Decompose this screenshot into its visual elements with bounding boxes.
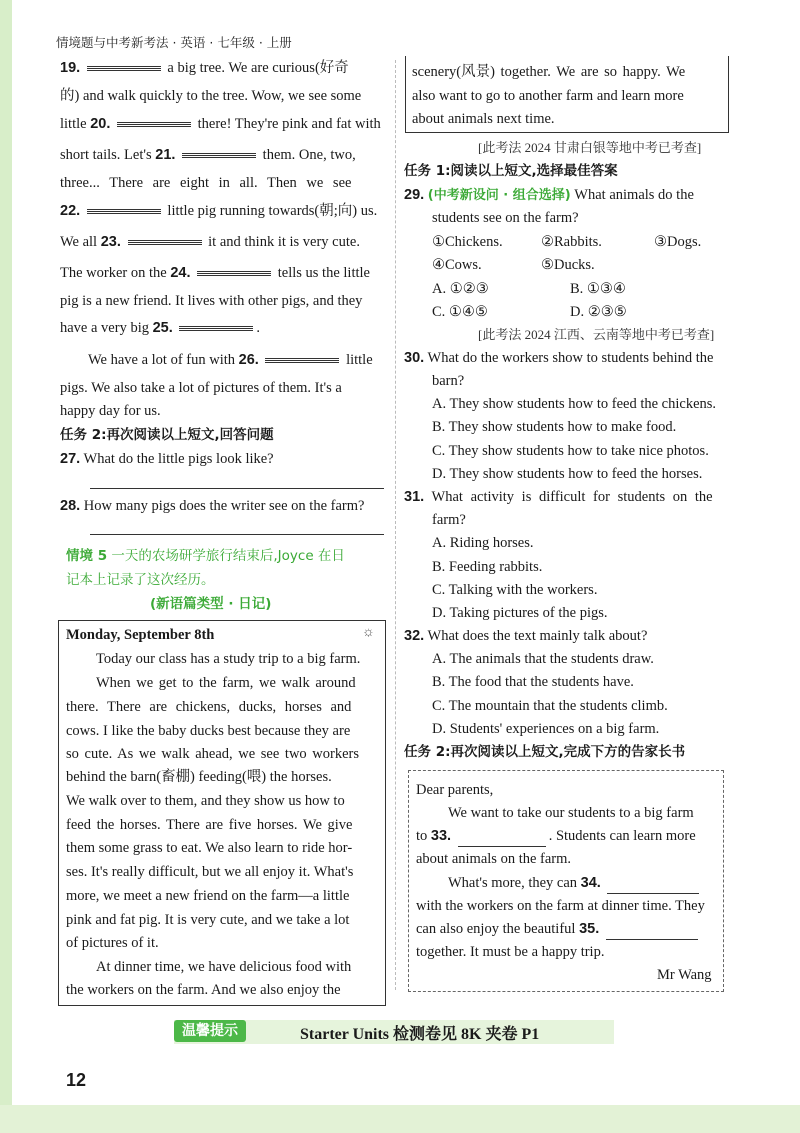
q23-number: 23. xyxy=(100,234,121,250)
q35-line xyxy=(416,919,701,940)
diary-line: there. There are chickens, ducks, horses and xyxy=(66,699,352,715)
q21-blank[interactable] xyxy=(182,153,256,158)
q30-line xyxy=(404,348,713,368)
q21-line xyxy=(60,145,356,165)
q29-item: ①Chickens. xyxy=(432,234,503,250)
q23-blank[interactable] xyxy=(128,240,202,245)
letter-line: We want to take our students to a big farm xyxy=(448,805,694,821)
letter-line: with the workers on the farm at dinner time. They xyxy=(416,898,705,914)
q30-number: 30. xyxy=(404,350,425,366)
q21-number: 21. xyxy=(155,147,176,163)
q20-blank[interactable] xyxy=(117,122,191,127)
q33-number: 33. xyxy=(430,828,452,844)
q20-line xyxy=(60,114,381,134)
q24-pre: The worker on the xyxy=(60,265,167,281)
scene-text: 一天的农场研学旅行结束后,Joyce 在日 xyxy=(111,548,345,564)
q20-pre: little xyxy=(60,116,87,132)
q31-option-b[interactable]: B. Feeding rabbits. xyxy=(432,559,543,575)
q29-option-c[interactable]: C. ①④⑤ xyxy=(432,304,488,320)
passage-line: 的) and walk quickly to the tree. Wow, we see some xyxy=(60,88,362,104)
left-color-strip xyxy=(0,0,12,1133)
q29-text-2: students see on the farm? xyxy=(432,210,579,226)
diary-line: scenery(风景) together. We are so happy. We xyxy=(412,64,686,80)
q27-answer-line[interactable] xyxy=(90,488,384,489)
q24-line xyxy=(60,263,370,283)
q20-text: there! They're pink and fat with xyxy=(197,116,381,132)
passage-line: happy day for us. xyxy=(60,403,161,419)
q35-number: 35. xyxy=(579,921,600,937)
q30-text-2: barn? xyxy=(432,373,465,389)
q29-item: ④Cows. xyxy=(432,257,482,273)
diary-line: more, we meet a new friend on the farm—a little xyxy=(66,888,350,904)
page-number: 12 xyxy=(66,1070,87,1090)
q26-line xyxy=(88,350,373,370)
q23-line xyxy=(60,232,360,252)
tip-text: Starter Units 检测卷见 8K 夹卷 P1 xyxy=(300,1026,540,1043)
q31-text: What activity is difficult for students on the xyxy=(431,489,713,505)
q27-text: What do the little pigs look like? xyxy=(83,451,274,467)
q31-option-c[interactable]: C. Talking with the workers. xyxy=(432,582,598,598)
q34-number: 34. xyxy=(580,875,601,891)
q27-line xyxy=(60,449,274,469)
diary-line: ses. It's really difficult, but we all enjoy it. What's xyxy=(66,864,354,880)
q29-option-a[interactable]: A. ①②③ xyxy=(432,281,489,297)
q26-number: 26. xyxy=(238,352,259,368)
letter-line: about animals on the farm. xyxy=(416,851,572,867)
q23-text: it and think it is very cute. xyxy=(208,234,360,250)
q24-text: tells us the little xyxy=(277,265,370,281)
q28-number: 28. xyxy=(60,498,81,514)
bottom-color-strip xyxy=(0,1105,800,1133)
q31-number: 31. xyxy=(404,489,425,505)
scene-intro xyxy=(66,546,345,566)
q34-blank[interactable] xyxy=(607,873,699,894)
q35-blank[interactable] xyxy=(606,919,698,940)
q28-line xyxy=(60,496,364,516)
q19-number: 19. xyxy=(60,60,81,76)
q31-line xyxy=(404,487,713,507)
q32-text: What does the text mainly talk about? xyxy=(427,628,648,644)
q31-option-a[interactable]: A. Riding horses. xyxy=(432,535,534,551)
q32-option-a[interactable]: A. The animals that the students draw. xyxy=(432,651,654,667)
q25-line xyxy=(60,318,260,338)
q33-pre: to xyxy=(416,828,428,844)
diary-line: cows. I like the baby ducks best because they are xyxy=(66,723,351,739)
diary-line: behind the barn(畜棚) feeding(喂) the horses. xyxy=(66,769,332,785)
q28-answer-line[interactable] xyxy=(90,534,384,535)
q29-tag: (中考新设问 · 组合选择) xyxy=(427,188,571,203)
scene-type: (新语篇类型 · 日记) xyxy=(150,596,272,612)
q33-post: . Students can learn more xyxy=(548,828,696,844)
q24-blank[interactable] xyxy=(197,271,271,276)
q19-blank[interactable] xyxy=(87,66,161,71)
tip-label: 温馨提示 xyxy=(174,1020,246,1042)
passage-line: pig is a new friend. It lives with other pigs, and they xyxy=(60,293,363,309)
diary-line: Today our class has a study trip to a big farm. xyxy=(96,651,361,667)
q23-pre: We all xyxy=(60,234,98,250)
q26-text: little xyxy=(346,352,373,368)
diary-line: feed the horses. There are five horses. We give xyxy=(66,817,353,833)
diary-line: about animals next time. xyxy=(412,111,555,127)
q24-number: 24. xyxy=(170,265,191,281)
q27-number: 27. xyxy=(60,451,81,467)
q34-line xyxy=(448,873,702,894)
q32-line xyxy=(404,626,647,646)
q25-text: . xyxy=(256,320,261,336)
diary-line: of pictures of it. xyxy=(66,935,159,951)
scene-text-2: 记本上记录了这次经历。 xyxy=(66,572,215,588)
q32-option-b[interactable]: B. The food that the students have. xyxy=(432,674,634,690)
column-divider xyxy=(395,60,396,990)
q30-option-d[interactable]: D. They show students how to feed the horses. xyxy=(432,466,703,482)
q29-line xyxy=(404,185,694,206)
letter-line: together. It must be a happy trip. xyxy=(416,944,605,960)
q29-text: What animals do the xyxy=(574,187,694,203)
q25-pre: have a very big xyxy=(60,320,149,336)
task2-heading: 任务 2:再次阅读以上短文,回答问题 xyxy=(60,427,274,443)
scene-label: 情境 5 xyxy=(66,548,108,564)
source-note: [此考法 2024 江西、云南等地中考已考查] xyxy=(478,327,715,342)
q30-option-c[interactable]: C. They show students how to take nice photos. xyxy=(432,443,709,459)
q30-option-b[interactable]: B. They show students how to make food. xyxy=(432,419,677,435)
letter-greeting: Dear parents, xyxy=(416,782,494,798)
q34-pre: What's more, they can xyxy=(448,875,578,891)
diary-line: also want to go to another farm and learn more xyxy=(412,88,684,104)
q29-option-d[interactable]: D. ②③⑤ xyxy=(570,304,627,320)
q26-blank[interactable] xyxy=(265,358,339,363)
diary-line: the workers on the farm. And we also enjoy the xyxy=(66,982,341,998)
q33-line xyxy=(416,826,696,847)
q31-option-d[interactable]: D. Taking pictures of the pigs. xyxy=(432,605,608,621)
q20-number: 20. xyxy=(90,116,111,132)
page-header: 情境题与中考新考法 · 英语 · 七年级 · 上册 xyxy=(56,35,292,50)
q22-number: 22. xyxy=(60,203,81,219)
q32-option-c[interactable]: C. The mountain that the students climb. xyxy=(432,698,668,714)
diary-line: We walk over to them, and they show us how to xyxy=(66,793,345,809)
sun-icon: ☼ xyxy=(362,625,375,640)
q19-text: a big tree. We are curious(好奇 xyxy=(167,60,349,76)
q25-number: 25. xyxy=(152,320,173,336)
diary-line: At dinner time, we have delicious food with xyxy=(96,959,352,975)
q26-pre: We have a lot of fun with xyxy=(88,352,236,368)
q22-line xyxy=(60,201,377,221)
q31-text-2: farm? xyxy=(432,512,466,528)
diary-line: When we get to the farm, we walk around xyxy=(96,675,356,691)
q32-number: 32. xyxy=(404,628,425,644)
q29-option-b[interactable]: B. ①③④ xyxy=(570,281,626,297)
diary-line: so cute. As we walk ahead, we see two workers xyxy=(66,746,360,762)
q21-pre: short tails. Let's xyxy=(60,147,152,163)
q25-blank[interactable] xyxy=(179,326,253,331)
diary-line: pink and fat pig. It is very cute, and we take a lot xyxy=(66,912,350,928)
q30-option-a[interactable]: A. They show students how to feed the chickens. xyxy=(432,396,717,412)
q35-pre: can also enjoy the beautiful xyxy=(416,921,576,937)
source-note: [此考法 2024 甘肃白银等地中考已考查] xyxy=(478,140,702,155)
passage-line: three... There are eight in all. Then we see xyxy=(60,175,352,191)
q32-option-d[interactable]: D. Students' experiences on a big farm. xyxy=(432,721,660,737)
q28-text: How many pigs does the writer see on the farm? xyxy=(83,498,365,514)
task1-heading: 任务 1:阅读以上短文,选择最佳答案 xyxy=(404,163,618,179)
q22-text: little pig running towards(朝;向) us. xyxy=(167,203,378,219)
q22-blank[interactable] xyxy=(87,209,161,214)
q29-item: ⑤Ducks. xyxy=(541,257,595,273)
q19-line xyxy=(60,58,349,78)
q29-item: ③Dogs. xyxy=(654,234,702,250)
diary-title: Monday, September 8th xyxy=(66,627,215,643)
task2-heading: 任务 2:再次阅读以上短文,完成下方的告家长书 xyxy=(404,744,686,760)
diary-line: them some grass to eat. We also learn to ride hor- xyxy=(66,840,353,856)
q33-blank[interactable] xyxy=(458,826,546,847)
passage-line: pigs. We also take a lot of pictures of them. It's a xyxy=(60,380,342,396)
q29-number: 29. xyxy=(404,187,425,203)
q30-text: What do the workers show to students behind the xyxy=(427,350,714,366)
letter-signature: Mr Wang xyxy=(657,967,712,983)
q21-text: them. One, two, xyxy=(262,147,356,163)
q29-item: ②Rabbits. xyxy=(541,234,602,250)
